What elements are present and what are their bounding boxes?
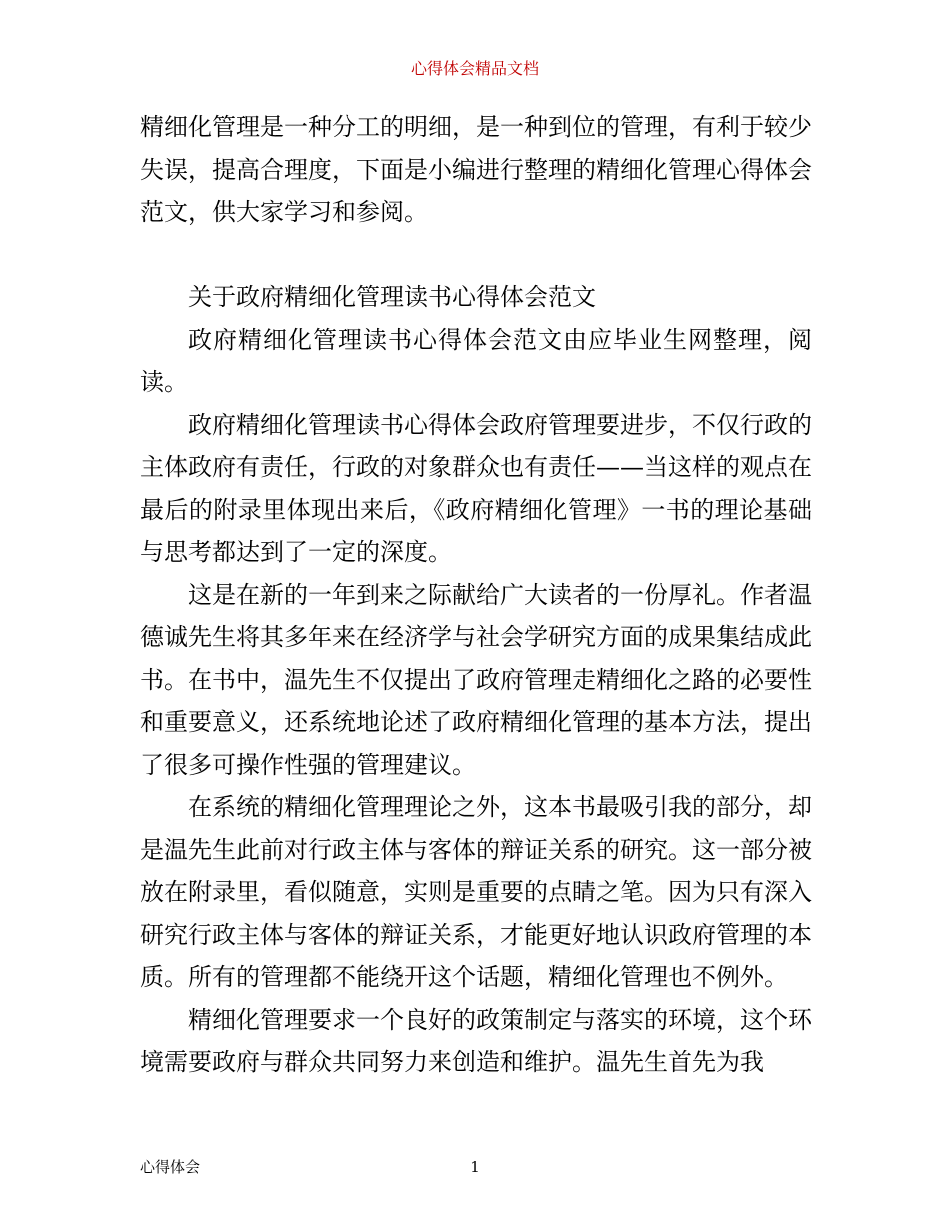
body-paragraph: 政府精细化管理读书心得体会政府管理要进步，不仅行政的主体政府有责任，行政的对象群众也有责任——当这样的观点在最后的附录里体现出来后，《政府精细化管理》一书的理论基础与思考都达到了一定的深度。 <box>140 410 812 566</box>
intro-paragraph: 精细化管理是一种分工的明细，是一种到位的管理，有利于较少失误，提高合理度，下面是小编进行整理的精细化管理心得体会范文，供大家学习和参阅。 <box>140 113 812 226</box>
footer-label: 心得体会 <box>140 1158 201 1176</box>
body-paragraph: 这是在新的一年到来之际献给广大读者的一份厚礼。作者温德诚先生将其多年来在经济学与社会学研究方面的成果集结成此书。在书中，温先生不仅提出了政府管理走精细化之路的必要性和重要意义，还系统地论述了政府精细化管理的基本方法，提出了很多可操作性强的管理建议。 <box>140 580 812 779</box>
page-number: 1 <box>470 1158 480 1176</box>
body-paragraph: 在系统的精细化管理理论之外，这本书最吸引我的部分，却是温先生此前对行政主体与客体的辩证关系的研究。这一部分被放在附录里，看似随意，实则是重要的点睛之笔。因为只有深入研究行政主体与客体的辩证关系，才能更好地认识政府管理的本质。所有的管理都不能绕开这个话题，精细化管理也不例外。 <box>140 793 812 991</box>
section-subtitle: 关于政府精细化管理读书心得体会范文 <box>188 283 596 311</box>
document-body <box>140 106 812 1084</box>
page-header-title: 心得体会精品文档 <box>410 59 539 78</box>
body-paragraph: 精细化管理要求一个良好的政策制定与落实的环境，这个环境需要政府与群众共同努力来创造和维护。温先生首先为我 <box>140 1005 812 1076</box>
body-paragraph: 政府精细化管理读书心得体会范文由应毕业生网整理，阅读。 <box>140 325 812 396</box>
blank-line <box>140 234 812 277</box>
